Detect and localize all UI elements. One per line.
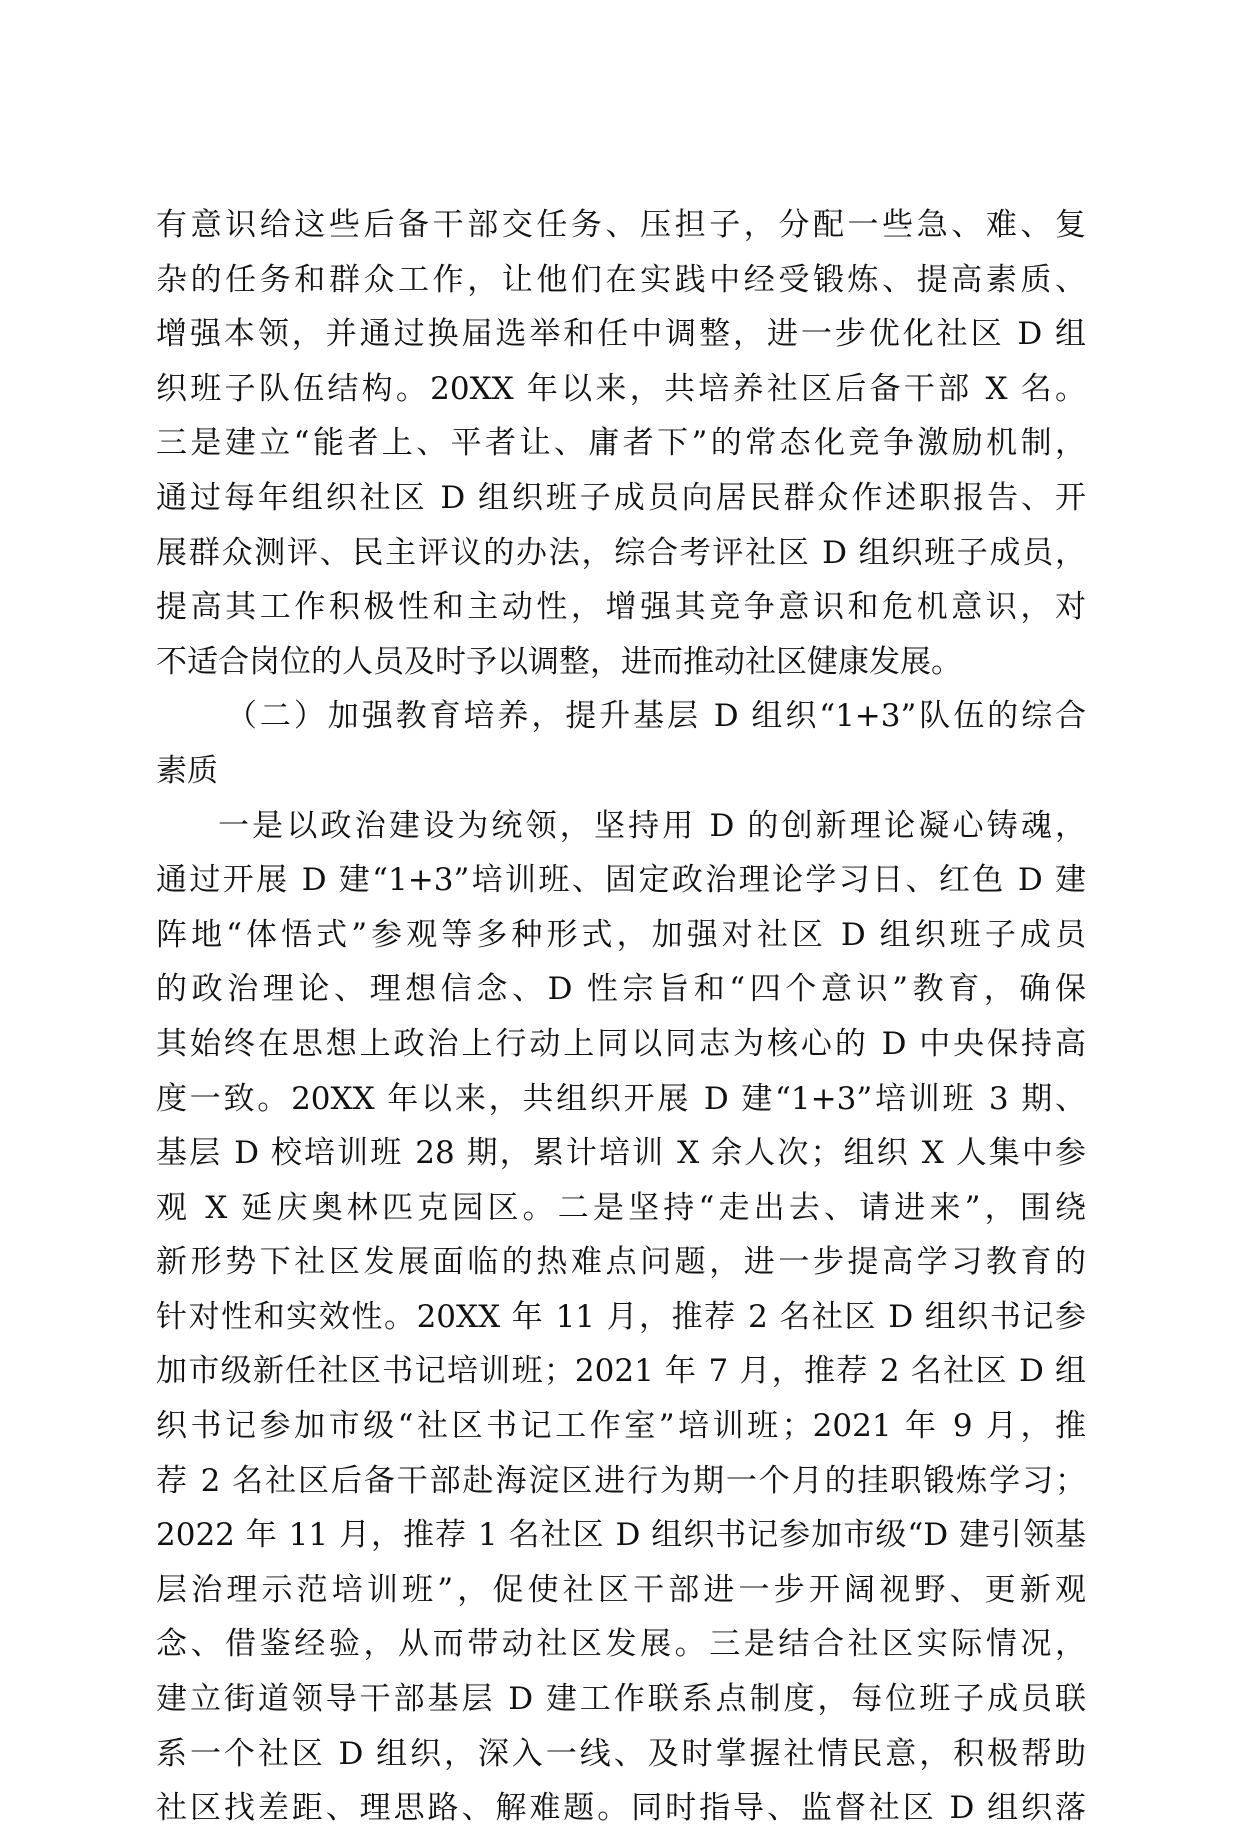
text-line: 观 X 延庆奥林匹克园区。二是坚持“走出去、请进来”，围绕 (156, 1189, 1086, 1226)
text-line: 度一致。20XX 年以来，共组织开展 D 建“1+3”培训班 3 期、 (156, 1080, 1086, 1117)
text-line: 建立街道领导干部基层 D 建工作联系点制度，每位班子成员联 (156, 1681, 1086, 1718)
text-line: 杂的任务和群众工作，让他们在实践中经受锻炼、提高素质、 (156, 261, 1086, 298)
text-line: 层治理示范培训班”，促使社区干部进一步开阔视野、更新观 (156, 1571, 1086, 1608)
text-line: 其始终在思想上政治上行动上同以同志为核心的 D 中央保持高 (156, 1025, 1086, 1062)
text-line: 提高其工作积极性和主动性，增强其竞争意识和危机意识，对 (156, 589, 1086, 626)
text-line: 念、借鉴经验，从而带动社区发展。三是结合社区实际情况， (156, 1626, 1086, 1663)
text-line: 有意识给这些后备干部交任务、压担子，分配一些急、难、复 (156, 207, 1086, 243)
text-line: 织书记参加市级“社区书记工作室”培训班；2021 年 9 月，推 (156, 1408, 1086, 1445)
text-line: 阵地“体悟式”参观等多种形式，加强对社区 D 组织班子成员 (156, 916, 1086, 953)
section-heading-continued: 素质 (156, 752, 218, 789)
body-text (156, 198, 1086, 1836)
text-line: 社区找差距、理思路、解难题。同时指导、监督社区 D 组织落 (156, 1790, 1086, 1827)
text-line: 的政治理论、理想信念、D 性宗旨和“四个意识”教育，确保 (156, 971, 1086, 1008)
text-line: 增强本领，并通过换届选举和任中调整，进一步优化社区 D 组 (156, 316, 1086, 353)
paragraph-start-line: 一是以政治建设为统领，坚持用 D 的创新理论凝心铸魂， (218, 807, 1086, 844)
text-line: 织班子队伍结构。20XX 年以来，共培养社区后备干部 X 名。 (156, 370, 1086, 407)
text-line: 不适合岗位的人员及时予以调整，进而推动社区健康发展。 (156, 643, 962, 680)
text-line: 基层 D 校培训班 28 期，累计培训 X 余人次；组织 X 人集中参 (156, 1135, 1086, 1172)
text-line: 新形势下社区发展面临的热难点问题，进一步提高学习教育的 (156, 1244, 1086, 1281)
text-line: 2022 年 11 月，推荐 1 名社区 D 组织书记参加市级“D 建引领基 (156, 1517, 1086, 1554)
text-line: 系一个社区 D 组织，深入一线、及时掌握社情民意，积极帮助 (156, 1735, 1086, 1772)
text-line: 荐 2 名社区后备干部赴海淀区进行为期一个月的挂职锻炼学习； (156, 1462, 1086, 1499)
text-line: 通过每年组织社区 D 组织班子成员向居民群众作述职报告、开 (156, 479, 1086, 516)
text-line: 三是建立“能者上、平者让、庸者下”的常态化竞争激励机制， (156, 425, 1086, 462)
section-heading: （二）加强教育培养，提升基层 D 组织“1+3”队伍的综合 (226, 698, 1086, 735)
text-line: 加市级新任社区书记培训班；2021 年 7 月，推荐 2 名社区 D 组 (156, 1353, 1086, 1390)
text-line: 展群众测评、民主评议的办法，综合考评社区 D 组织班子成员， (156, 534, 1086, 571)
text-line: 针对性和实效性。20XX 年 11 月，推荐 2 名社区 D 组织书记参 (156, 1298, 1086, 1335)
text-line: 通过开展 D 建“1+3”培训班、固定政治理论学习日、红色 D 建 (156, 862, 1086, 899)
